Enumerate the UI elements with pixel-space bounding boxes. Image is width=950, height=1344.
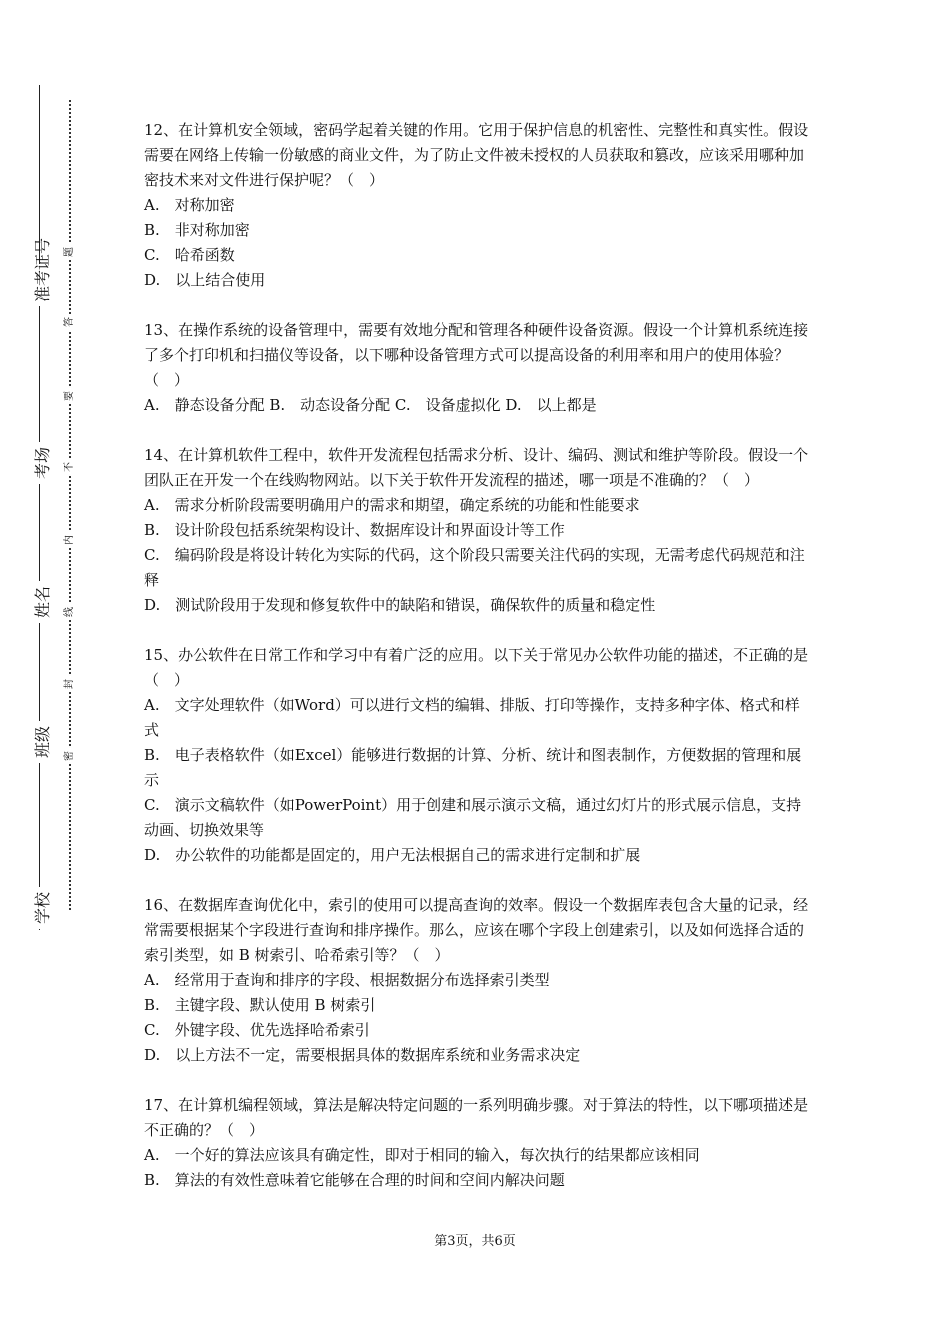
- option-a: A. 需求分析阶段需要明确用户的需求和期望，确定系统的功能和性能要求: [144, 496, 640, 514]
- option-b: B. 非对称加密: [144, 221, 250, 239]
- option-d: D. 以上方法不一定，需要根据具体的数据库系统和业务需求决定: [144, 1046, 581, 1064]
- option-c: C. 编码阶段是将设计转化为实际的代码，这个阶段只需要关注代码的实现，无需考虑代码规范和注释: [144, 546, 805, 589]
- option-c: C. 演示文稿软件（如PowerPoint）用于创建和展示演示文稿，通过幻灯片的形式展示信息，支持动画、切换效果等: [144, 796, 802, 839]
- option-b: B. 电子表格软件（如Excel）能够进行数据的计算、分析、统计和图表制作，方便数据的管理和展示: [144, 746, 802, 789]
- question-stem: 17、在计算机编程领域，算法是解决特定问题的一系列明确步骤。对于算法的特性，以下哪项描述是不正确的？（ ）: [144, 1096, 809, 1139]
- seal-word: 内: [64, 532, 76, 548]
- option-a: A. 一个好的算法应该具有确定性，即对于相同的输入，每次执行的结果都应该相同: [144, 1146, 700, 1164]
- question-stem: 15、办公软件在日常工作和学习中有着广泛的应用。以下关于常见办公软件功能的描述，不正确的是（ ）: [144, 646, 809, 689]
- question-stem: 12、在计算机安全领域，密码学起着关键的作用。它用于保护信息的机密性、完整性和真实性。假设需要在网络上传输一份敏感的商业文件，为了防止文件被未授权的人员获取和篡改，应该采用哪种加密技术来对文件进行保护呢？（ ）: [144, 121, 809, 189]
- option-c: C. 哈希函数: [144, 246, 235, 264]
- question-stem: 14、在计算机软件工程中，软件开发流程包括需求分析、设计、编码、测试和维护等阶段。假设一个团队正在开发一个在线购物网站。以下关于软件开发流程的描述，哪一项是不准确的？（ ）: [144, 446, 809, 489]
- question-stem: 13、在操作系统的设备管理中，需要有效地分配和管理各种硬件设备资源。假设一个计算机系统连接了多个打印机和扫描仪等设备，以下哪种设备管理方式可以提高设备的利用率和用户的使用体验？（ ）: [144, 321, 809, 389]
- label-name: 姓名: [33, 581, 53, 623]
- question-17: [144, 1093, 812, 1193]
- option-d: D. 测试阶段用于发现和修复软件中的缺陷和错误，确保软件的质量和稳定性: [144, 596, 656, 614]
- binding-dotted-line: [69, 100, 71, 910]
- question-15: [144, 643, 812, 868]
- question-list: [144, 118, 812, 1218]
- binding-margin: [0, 0, 110, 1344]
- label-exam-number: 准考证号: [33, 264, 53, 306]
- question-12: [144, 118, 812, 293]
- page-number: 第3页，共6页: [434, 1234, 516, 1249]
- option-b: B. 主键字段、默认使用 B 树索引: [144, 996, 376, 1014]
- option-c: C. 外键字段、优先选择哈希索引: [144, 1021, 370, 1039]
- question-14: [144, 443, 812, 618]
- seal-word: 封: [64, 676, 76, 692]
- option-a: A. 文字处理软件（如Word）可以进行文档的编辑、排版、打印等操作，支持多种字体、格式和样式: [144, 696, 800, 739]
- question-16: [144, 893, 812, 1068]
- option-b: B. 设计阶段包括系统架构设计、数据库设计和界面设计等工作: [144, 521, 565, 539]
- seal-word: 答: [64, 314, 76, 330]
- option-d: D. 办公软件的功能都是固定的，用户无法根据自己的需求进行定制和扩展: [144, 846, 641, 864]
- label-school: 学校: [33, 887, 53, 929]
- label-class: 班级: [33, 721, 53, 763]
- option-d: D. 以上结合使用: [144, 271, 266, 289]
- seal-word: 要: [64, 388, 76, 404]
- seal-word: 不: [64, 459, 76, 475]
- options-inline: A. 静态设备分配 B. 动态设备分配 C. 设备虚拟化 D. 以上都是: [144, 396, 597, 414]
- seal-word: 题: [64, 244, 76, 260]
- option-a: A. 经常用于查询和排序的字段、根据数据分布选择索引类型: [144, 971, 550, 989]
- seal-word: 线: [64, 604, 76, 620]
- label-exam-room: 考场: [33, 442, 53, 484]
- option-a: A. 对称加密: [144, 196, 235, 214]
- question-stem: 16、在数据库查询优化中，索引的使用可以提高查询的效率。假设一个数据库表包含大量的记录，经常需要根据某个字段进行查询和排序操作。那么，应该在哪个字段上创建索引，以及如何选择合适的索引类型，如 B 树索引、哈希索引等？（ ）: [144, 896, 809, 964]
- question-13: [144, 318, 812, 418]
- binding-solid-line: [39, 85, 40, 930]
- seal-word: 密: [64, 748, 76, 764]
- option-b: B. 算法的有效性意味着它能够在合理的时间和空间内解决问题: [144, 1171, 565, 1189]
